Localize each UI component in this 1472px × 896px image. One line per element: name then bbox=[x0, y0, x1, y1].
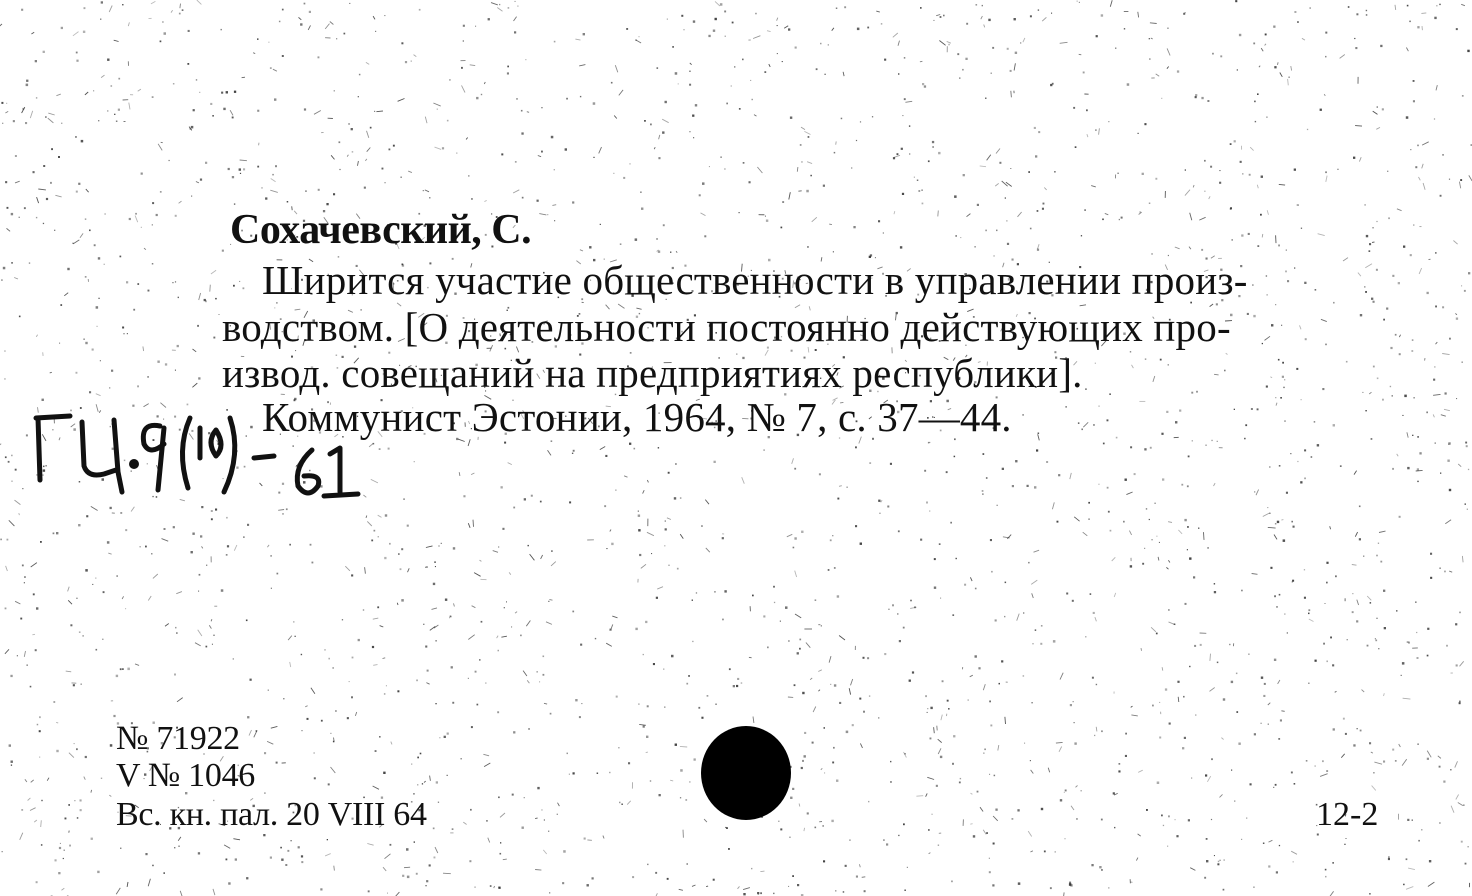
accession-number: № 71922 bbox=[116, 720, 240, 757]
chamber-date: Вс. кн. пал. 20 VIII 64 bbox=[116, 796, 427, 833]
handwritten-shelfmark bbox=[28, 408, 368, 508]
card-punch-hole bbox=[701, 726, 791, 820]
author-heading: Сохачевский, С. bbox=[230, 207, 532, 253]
volume-number: V № 1046 bbox=[116, 757, 255, 794]
title-line-1: Ширится участие общественности в управлении произ- bbox=[262, 257, 1248, 303]
title-line-3: извод. совещаний на предприятиях республики]. bbox=[222, 350, 1083, 396]
source-citation: Коммунист Эстонии, 1964, № 7, с. 37—44. bbox=[262, 394, 1012, 440]
card-code: 12-2 bbox=[1316, 796, 1379, 833]
title-line-2: водством. [О деятельности постоянно действующих про- bbox=[222, 304, 1231, 350]
